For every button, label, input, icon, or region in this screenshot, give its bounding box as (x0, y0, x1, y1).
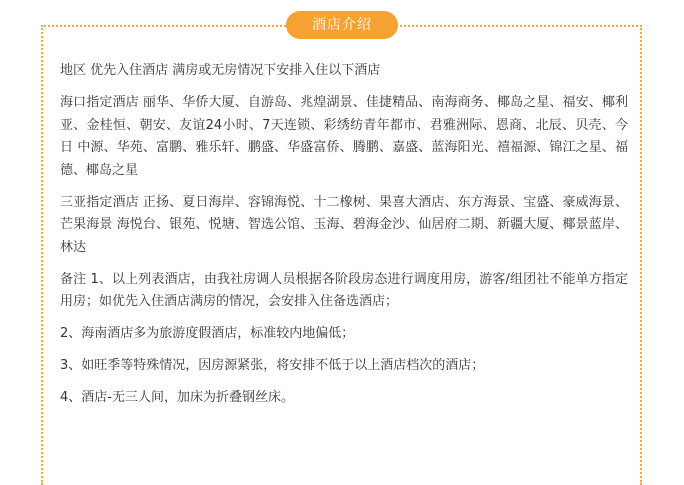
section-title: 酒店介绍 (286, 11, 398, 39)
hotel-info (60, 60, 628, 419)
note-3: 3、如旺季等特殊情况，因房源紧张，将安排不低于以上酒店档次的酒店； (60, 358, 485, 373)
note-4: 4、酒店-无三人间，加床为折叠钢丝床。 (60, 390, 294, 405)
region-line: 地区 优先入住酒店 满房或无房情况下安排入住以下酒店 (60, 63, 381, 78)
sanya-hotels: 三亚指定酒店 正扬、夏日海岸、容锦海悦、十二橡树、果喜大酒店、东方海景、宝盛、豪威海景、芒果海景 海悦台、银苑、悦塘、智选公馆、玉海、碧海金沙、仙居府二期、新疆大厦、椰景蓝岸、林达 (60, 194, 628, 255)
note-2: 2、海南酒店多为旅游度假酒店，标准较内地偏低； (60, 326, 355, 341)
haikou-hotels: 海口指定酒店 丽华、华侨大厦、自游岛、兆煌湖景、佳捷精品、南海商务、椰岛之星、福安、椰利亚、金桂恒、朝安、友谊24小时、7天连锁、彩绣纺青年都市、君雅洲际、恩商、北辰、贝壳、今日 中源、华苑、富鹏、雅乐轩、鹏盛、华盛富侨、腾鹏、嘉盛、蓝海阳光、禧福源、锦江之星、福德、椰岛之星 (60, 95, 628, 178)
note-1: 备注 1、以上列表酒店，由我社房调人员根据各阶段房态进行调度用房，游客/组团社不能单方指定用房；如优先入住酒店满房的情况，会安排入住备选酒店； (60, 271, 628, 309)
